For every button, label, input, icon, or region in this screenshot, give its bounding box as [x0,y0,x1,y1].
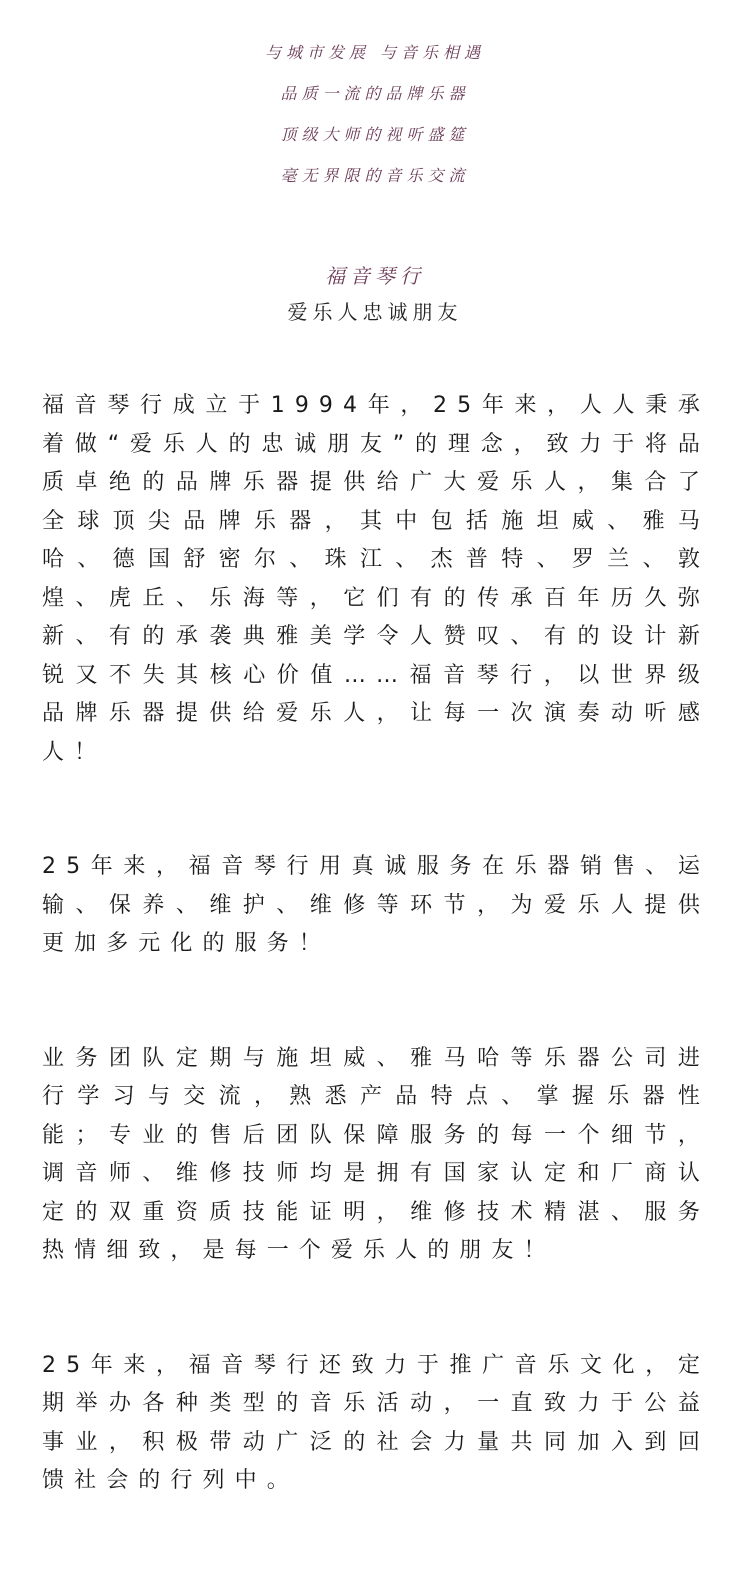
slogan-block [0,36,750,200]
slogan-line: 毫无界限的音乐交流 [280,166,470,185]
paragraph-history: 福音琴行成立于1994年，25年来，人人秉承着做“爱乐人的忠诚朋友”的理念，致力于将品质卓绝的品牌乐器提供给广大爱乐人，集合了全球顶尖品牌乐器，其中包括施坦威、雅马哈、德国舒密尔、珠江、杰普特、罗兰、敦煌、虎丘、乐海等，它们有的传承百年历久弥新、有的承袭典雅美学令人赞叹、有的设计新锐又不失其核心价值……福音琴行，以世界级品牌乐器提供给爱乐人，让每一次演奏动听感人！ [42,393,710,765]
paragraph-service: 25年来，福音琴行用真诚服务在乐器销售、运输、保养、维护、维修等环节，为爱乐人提供更加多元化的服务！ [42,854,710,956]
brand-heading [0,258,750,330]
brand-tagline: 爱乐人忠诚朋友 [287,300,463,324]
article-body [42,387,710,1577]
slogan-line: 顶级大师的视听盛筵 [280,125,470,144]
slogan-line: 品质一流的品牌乐器 [280,84,470,103]
paragraph-culture: 25年来，福音琴行还致力于推广音乐文化，定期举办各种类型的音乐活动，一直致力于公益事业，积极带动广泛的社会力量共同加入到回馈社会的行列中。 [42,1352,710,1493]
paragraph-team: 业务团队定期与施坦威、雅马哈等乐器公司进行学习与交流，熟悉产品特点、掌握乐器性能；专业的售后团队保障服务的每一个细节，调音师、维修技师均是拥有国家认定和厂商认定的双重资质技能证明，维修技术精湛、服务热情细致，是每一个爱乐人的朋友！ [42,1045,710,1263]
brand-name: 福音琴行 [325,264,425,288]
slogan-line: 与城市发展 与音乐相遇 [264,43,486,62]
